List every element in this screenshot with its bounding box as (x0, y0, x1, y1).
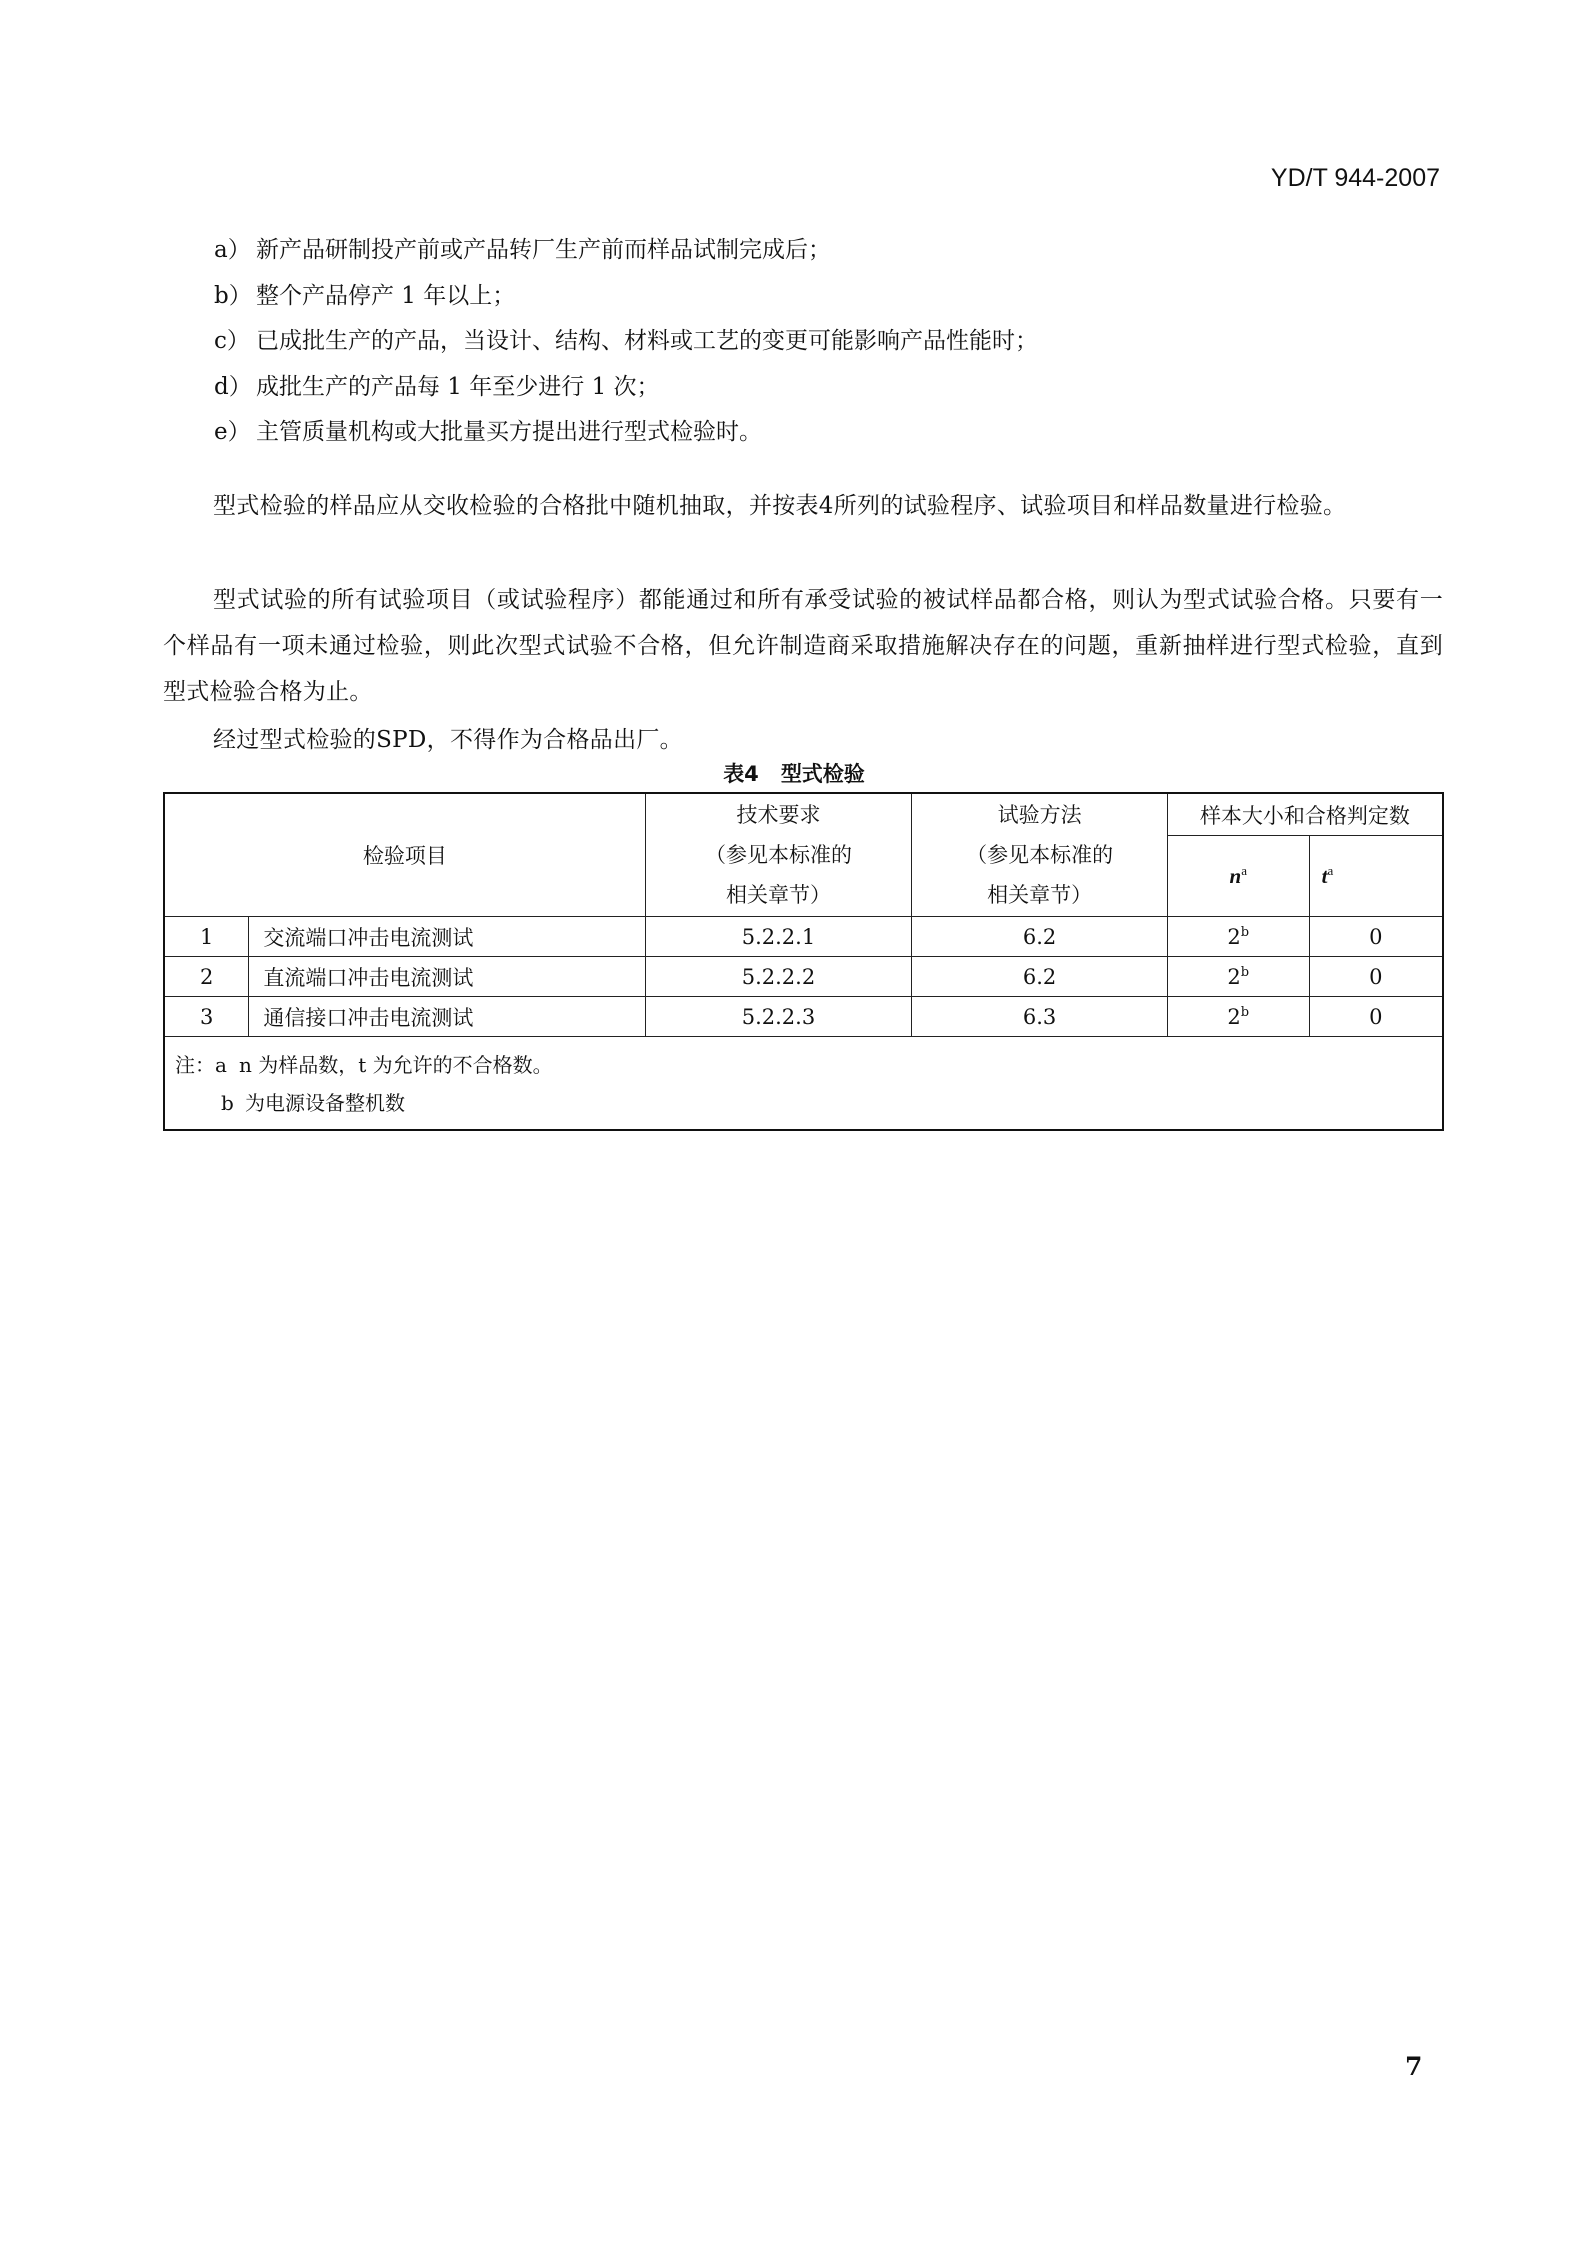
footnote-marker: a (1327, 863, 1334, 878)
list-item (214, 365, 1038, 411)
paragraph-sampling: 型式检验的样品应从交收检验的合格批中随机抽取，并按表4所列的试验程序、试验项目和样品数量进行检验。 (213, 493, 1347, 519)
list-item (214, 274, 1038, 320)
header-line: （参见本标准的 (704, 843, 852, 867)
table-row (164, 917, 1443, 957)
list-item-label: d） (214, 373, 252, 400)
type-inspection-table (163, 792, 1444, 1131)
list-item-text: 整个产品停产 1 年以上； (256, 282, 516, 309)
row-method: 6.2 (912, 957, 1168, 997)
footnote-marker: b (1240, 924, 1250, 940)
list-item (214, 319, 1038, 365)
table-row (164, 997, 1443, 1037)
row-tech-req: 5.2.2.1 (645, 917, 912, 957)
row-method: 6.3 (912, 997, 1168, 1037)
list-item-label: c） (214, 328, 250, 354)
note-label: a (215, 1053, 227, 1077)
note-prefix: 注： (175, 1053, 215, 1077)
footnote-marker: b (1240, 1004, 1250, 1020)
row-n-value: 2 (1227, 924, 1241, 949)
footnote-marker: a (1241, 863, 1247, 878)
paragraph-spd-note: 经过型式检验的SPD，不得作为合格品出厂。 (213, 727, 683, 753)
row-n-value: 2 (1227, 964, 1241, 989)
list-item-text: 主管质量机构或大批量买方提出进行型式检验时。 (256, 419, 762, 445)
header-n (1167, 836, 1309, 917)
header-tech-requirement (645, 793, 912, 917)
row-n-value: 2 (1227, 1004, 1241, 1029)
list-item (214, 228, 1038, 274)
row-t: 0 (1309, 997, 1443, 1037)
row-t: 0 (1309, 957, 1443, 997)
row-n (1167, 957, 1309, 997)
list-item (214, 410, 1038, 456)
header-test-method (912, 793, 1168, 917)
header-t (1309, 836, 1443, 917)
page-number: 7 (1405, 2052, 1423, 2081)
table-caption (0, 758, 1588, 788)
note-label: b (221, 1091, 234, 1115)
type-inspection-conditions-list (214, 228, 1038, 456)
table-notes (164, 1037, 1443, 1131)
row-tech-req: 5.2.2.3 (645, 997, 912, 1037)
row-tech-req: 5.2.2.2 (645, 957, 912, 997)
table-caption-title: 型式检验 (780, 762, 865, 786)
list-item-text: 已成批生产的产品，当设计、结构、材料或工艺的变更可能影响产品性能时； (256, 328, 1038, 354)
list-item-label: b） (214, 282, 252, 309)
row-t: 0 (1309, 917, 1443, 957)
list-item-text: 新产品研制投产前或产品转厂生产前而样品试制完成后； (256, 237, 831, 263)
header-line: 相关章节） (725, 883, 831, 907)
row-number: 2 (164, 957, 249, 997)
row-item: 交流端口冲击电流测试 (249, 917, 645, 957)
row-item: 通信接口冲击电流测试 (249, 997, 645, 1037)
table-caption-number: 表4 (723, 762, 759, 786)
row-number: 3 (164, 997, 249, 1037)
list-item-label: a） (214, 237, 251, 263)
header-t-symbol: t (1321, 864, 1328, 888)
row-n (1167, 917, 1309, 957)
standard-code: YD/T 944-2007 (1270, 164, 1440, 192)
row-method: 6.2 (912, 917, 1168, 957)
list-item-text: 成批生产的产品每 1 年至少进行 1 次； (256, 373, 660, 400)
header-inspection-item: 检验项目 (164, 793, 645, 917)
note-a (175, 1046, 1442, 1084)
header-line: 相关章节） (987, 883, 1093, 907)
header-n-symbol: n (1229, 864, 1242, 888)
note-b (175, 1084, 1442, 1122)
header-line: （参见本标准的 (966, 843, 1114, 867)
note-text: n 为样品数，t 为允许的不合格数。 (239, 1053, 553, 1077)
paragraph-pass-criteria: 型式试验的所有试验项目（或试验程序）都能通过和所有承受试验的被试样品都合格，则认为型式试验合格。只要有一个样品有一项未通过检验，则此次型式试验不合格，但允许制造商采取措施解决存在的问题，重新抽样进行型式检验，直到型式检验合格为止。 (163, 587, 1443, 705)
note-text: 为电源设备整机数 (245, 1091, 405, 1115)
header-sample-size-group: 样本大小和合格判定数 (1167, 793, 1443, 836)
header-line: 技术要求 (736, 803, 821, 827)
footnote-marker: b (1240, 964, 1250, 980)
table-row (164, 957, 1443, 997)
row-n (1167, 997, 1309, 1037)
row-number: 1 (164, 917, 249, 957)
header-line: 试验方法 (997, 803, 1082, 827)
row-item: 直流端口冲击电流测试 (249, 957, 645, 997)
list-item-label: e） (214, 419, 251, 445)
